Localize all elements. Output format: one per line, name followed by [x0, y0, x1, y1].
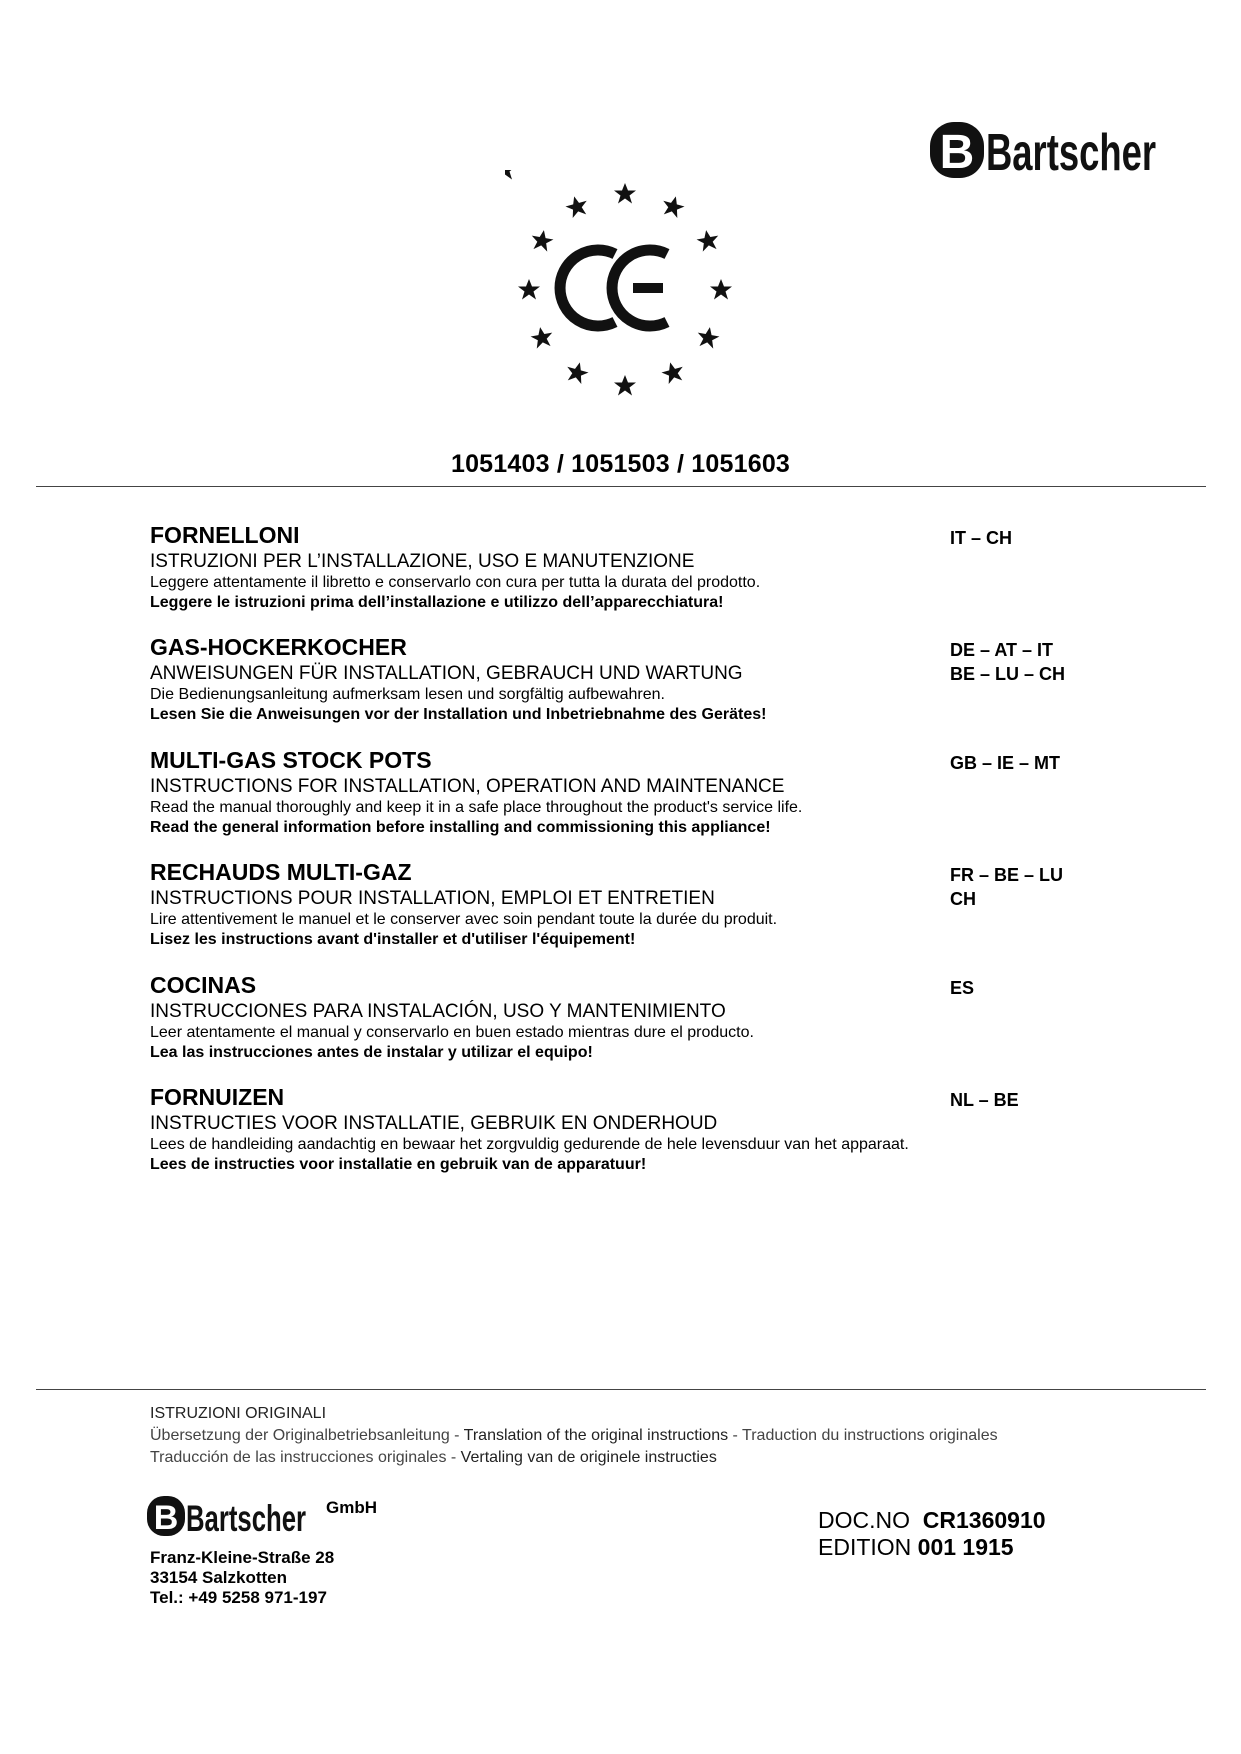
doc-number-line — [818, 1507, 1046, 1534]
section-text: Read the manual thoroughly and keep it in a safe place throughout the product's service life. — [150, 799, 803, 816]
bartscher-logo — [928, 108, 1160, 186]
language-code: BE – LU – CH — [950, 664, 1066, 684]
section-warning: Read the general information before installing and commissioning this appliance! — [150, 819, 771, 836]
bartscher-logo-small — [146, 1488, 308, 1540]
translation-nl: Vertaling van de originele instructies — [460, 1449, 717, 1466]
section-warning: Lesen Sie die Anweisungen vor der Installation und Inbetriebnahme des Gerätes! — [150, 706, 767, 723]
section-it — [150, 522, 1170, 613]
translation-en: Translation of the original instructions — [463, 1427, 729, 1444]
language-code: DE – AT – IT — [950, 640, 1054, 660]
company-suffix: GmbH — [326, 1498, 377, 1517]
section-text: Leer atentamente el manual y conservarlo en buen estado mientras dure el producto. — [150, 1024, 754, 1041]
translation-es: Traducción de las instrucciones originales — [150, 1449, 447, 1466]
section-subtitle: INSTRUCTIONS POUR INSTALLATION, EMPLOI ET ENTRETIEN — [150, 888, 715, 909]
language-codes — [950, 526, 1090, 550]
divider-bottom — [36, 1389, 1206, 1390]
section-fr — [150, 859, 1170, 950]
language-codes — [950, 751, 1090, 775]
separator: - — [449, 1427, 464, 1444]
address-city: 33154 Salzkotten — [150, 1568, 288, 1587]
section-warning: Leggere le istruzioni prima dell’installazione e utilizzo dell’apparecchiatura! — [150, 594, 724, 611]
section-text: Lees de handleiding aandachtig en bewaar het zorgvuldig gedurende de hele levensduur van het apparaat. — [150, 1136, 909, 1153]
doc-number: CR1360910 — [922, 1507, 1046, 1533]
language-code: CH — [950, 889, 976, 909]
translation-notes — [150, 1403, 1150, 1469]
svg-text:Bartscher: Bartscher — [986, 124, 1156, 182]
translations-line-2 — [150, 1447, 1150, 1469]
section-de — [150, 634, 1170, 725]
address-phone: Tel.: +49 5258 971-197 — [150, 1588, 327, 1607]
section-subtitle: INSTRUCTIES VOOR INSTALLATIE, GEBRUIK EN ONDERHOUD — [150, 1113, 718, 1134]
section-nl — [150, 1084, 1170, 1175]
section-subtitle: ANWEISUNGEN FÜR INSTALLATION, GEBRAUCH UND WARTUNG — [150, 663, 743, 684]
section-warning: Lea las instrucciones antes de instalar y utilizar el equipo! — [150, 1044, 593, 1061]
original-instructions-label: ISTRUZIONI ORIGINALI — [150, 1405, 327, 1422]
section-title: MULTI-GAS STOCK POTS — [150, 747, 432, 773]
separator: - — [446, 1449, 461, 1466]
section-warning: Lees de instructies voor installatie en gebruik van de apparatuur! — [150, 1156, 647, 1173]
section-gb — [150, 747, 1170, 838]
language-codes — [950, 976, 1090, 1000]
language-code: NL – BE — [950, 1090, 1019, 1110]
edition-label: EDITION — [818, 1534, 912, 1560]
translation-de: Übersetzung der Originalbetriebsanleitung — [150, 1427, 450, 1444]
svg-text:B: B — [939, 126, 975, 179]
section-subtitle: INSTRUCTIONS FOR INSTALLATION, OPERATION AND MAINTENANCE — [150, 776, 785, 797]
section-text: Leggere attentamente il libretto e conservarlo con cura per tutta la durata del prodotto. — [150, 574, 761, 591]
section-text: Die Bedienungsanleitung aufmerksam lesen und sorgfältig aufbewahren. — [150, 686, 665, 703]
doc-label: DOC.NO — [818, 1507, 910, 1533]
address-street: Franz-Kleine-Straße 28 — [150, 1548, 335, 1567]
section-title: FORNELLONI — [150, 522, 300, 548]
company-address — [150, 1548, 334, 1608]
section-es — [150, 972, 1170, 1063]
separator: - — [728, 1427, 743, 1444]
model-numbers: 1051403 / 1051503 / 1051603 — [450, 450, 791, 478]
translation-fr: Traduction du instructions originales — [742, 1427, 998, 1444]
section-title: COCINAS — [150, 972, 257, 998]
translations-line-1 — [150, 1425, 1150, 1447]
ce-mark-icon — [505, 170, 745, 410]
language-code: FR – BE – LU — [950, 865, 1064, 885]
language-codes — [950, 638, 1090, 686]
section-warning: Lisez les instructions avant d'installer et d'utiliser l'équipement! — [150, 931, 636, 948]
section-title: GAS-HOCKERKOCHER — [150, 634, 407, 660]
section-title: RECHAUDS MULTI-GAZ — [150, 859, 412, 885]
language-codes — [950, 863, 1090, 911]
language-code: ES — [950, 978, 975, 998]
language-code: GB – IE – MT — [950, 753, 1061, 773]
edition-number: 001 1915 — [917, 1534, 1014, 1560]
language-code: IT – CH — [950, 528, 1013, 548]
svg-text:Bartscher: Bartscher — [186, 1498, 306, 1539]
section-subtitle: ISTRUZIONI PER L’INSTALLAZIONE, USO E MANUTENZIONE — [150, 551, 695, 572]
section-subtitle: INSTRUCCIONES PARA INSTALACIÓN, USO Y MANTENIMIENTO — [150, 1001, 726, 1022]
document-info — [818, 1507, 1046, 1561]
section-text: Lire attentivement le manuel et le conserver avec soin pendant toute la durée du produit. — [150, 911, 778, 928]
svg-text:B: B — [153, 1499, 179, 1537]
divider-top — [36, 486, 1206, 487]
edition-line — [818, 1534, 1046, 1561]
section-title: FORNUIZEN — [150, 1084, 285, 1110]
language-codes — [950, 1088, 1090, 1112]
